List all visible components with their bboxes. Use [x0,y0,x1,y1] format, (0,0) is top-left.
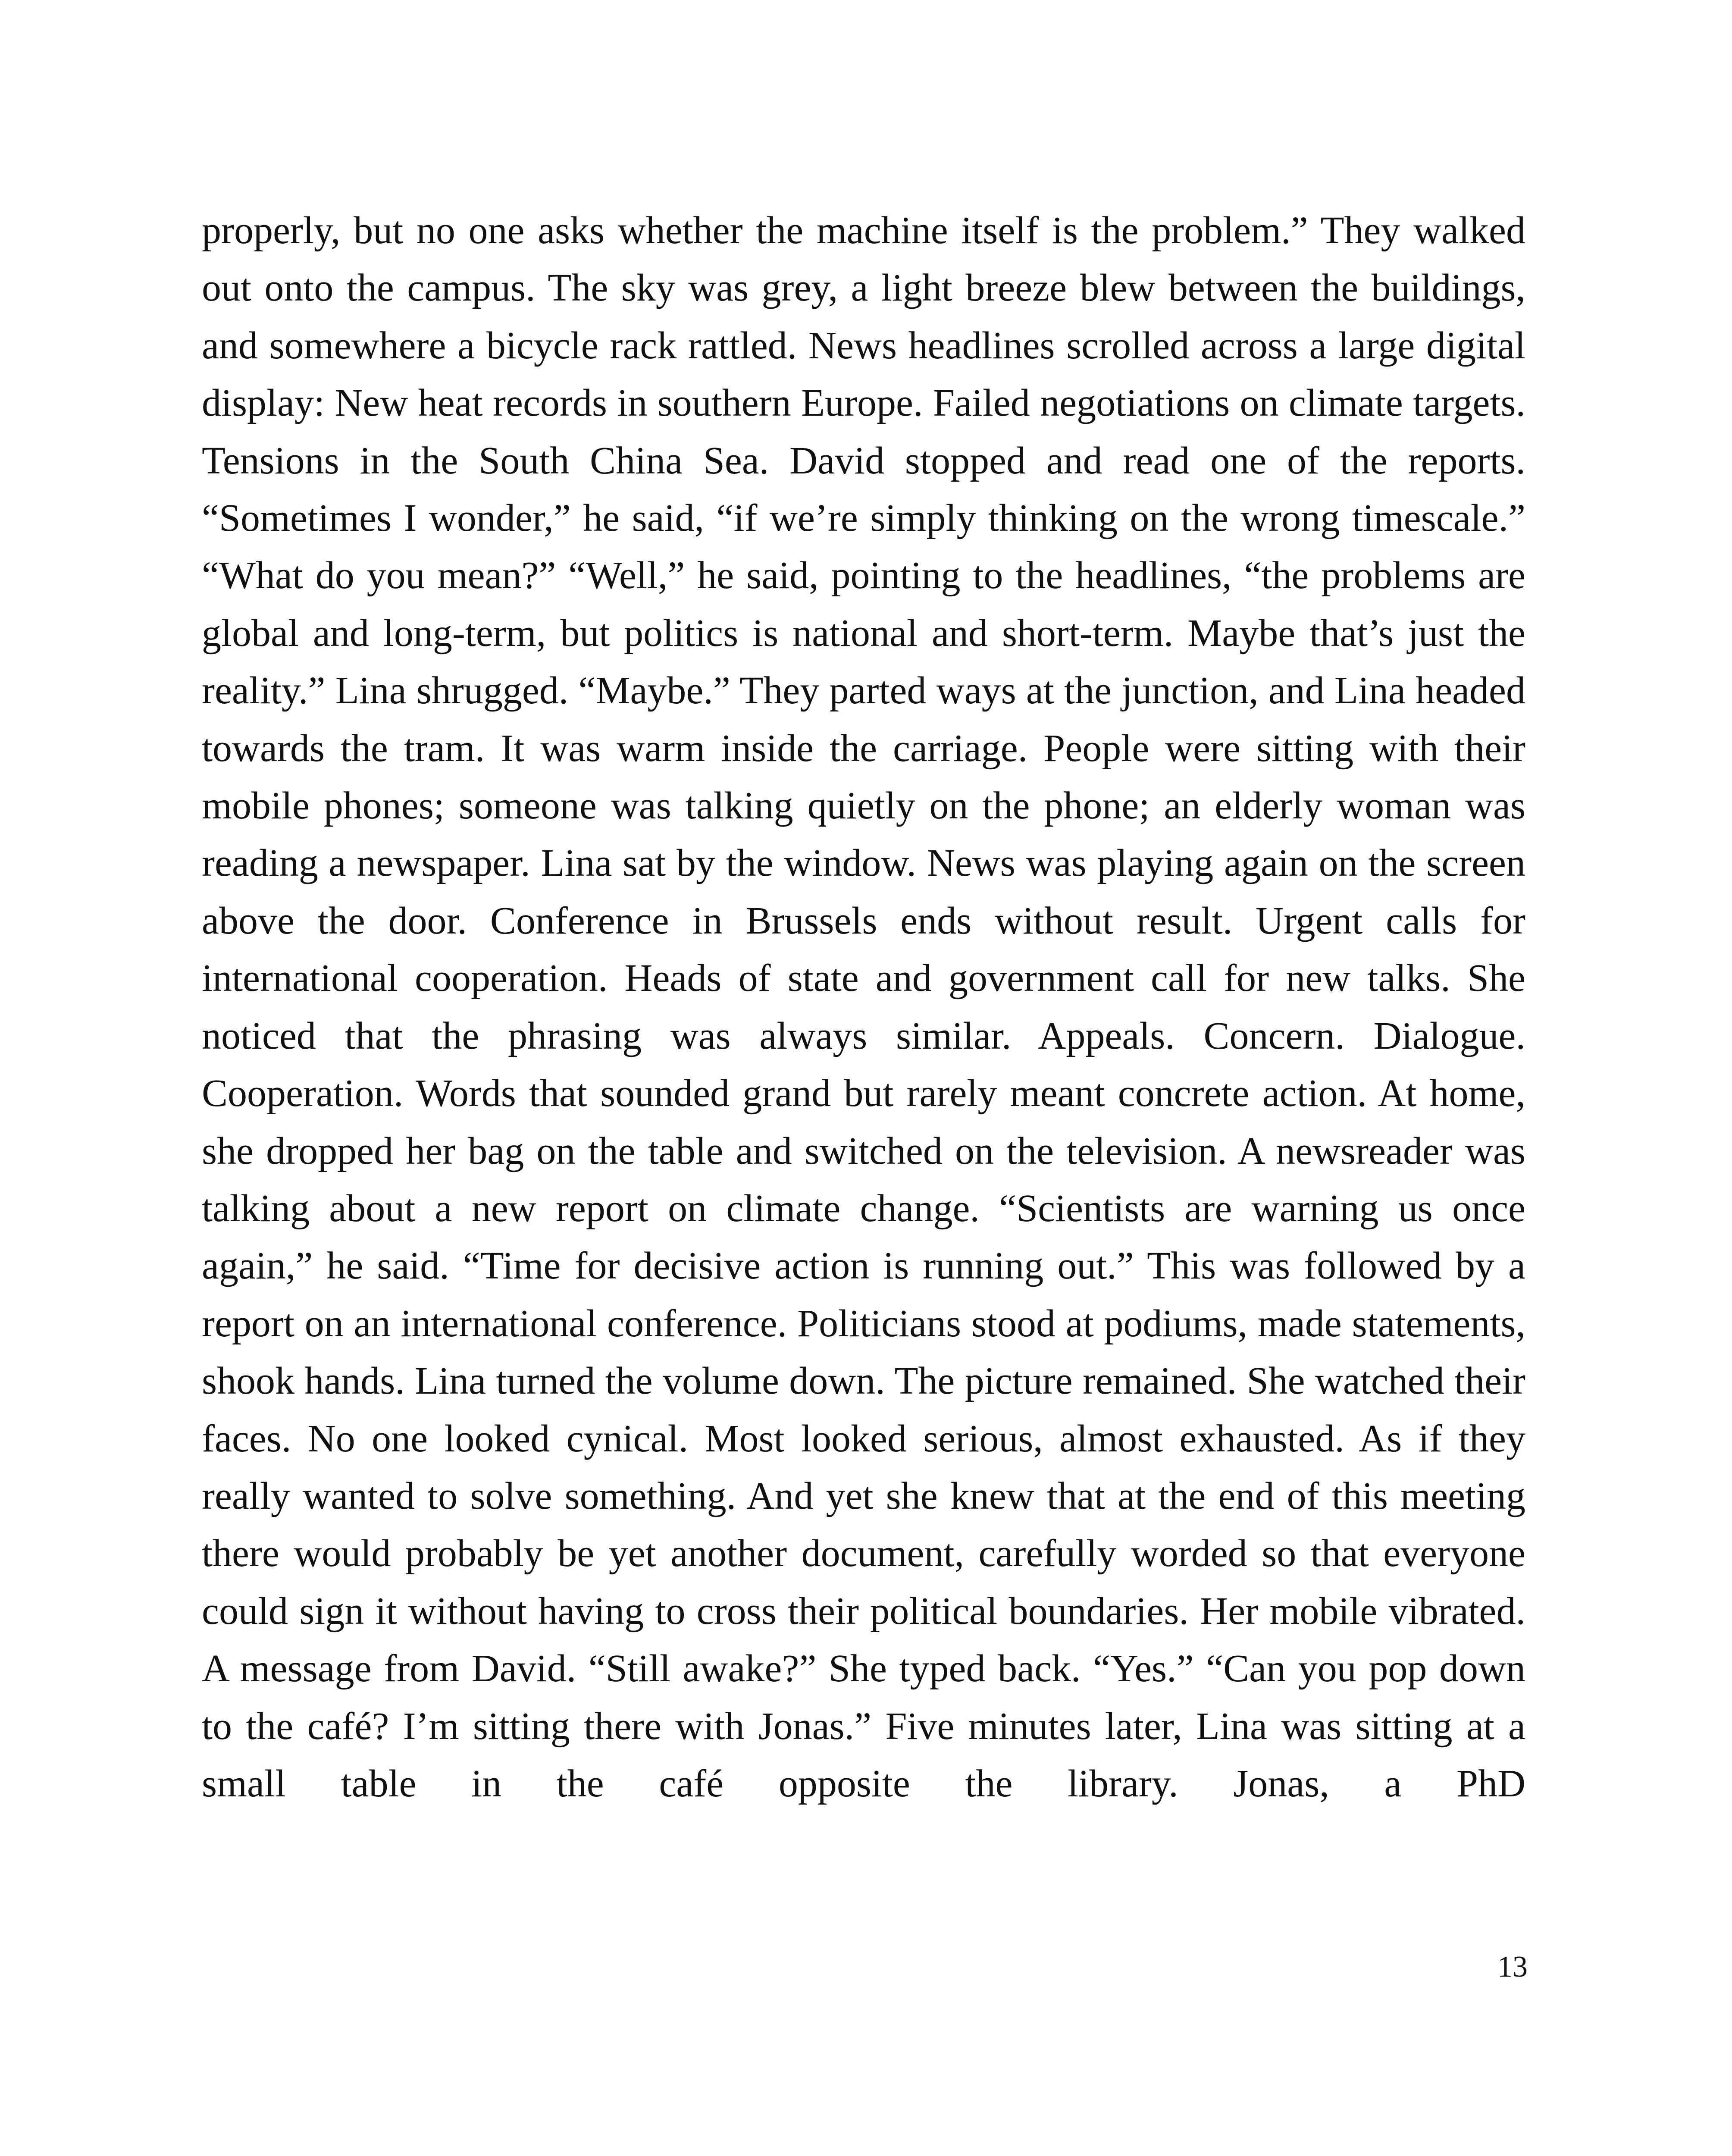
body-paragraph: properly, but no one asks whether the machine itself is the problem.” They walked out onto the campus. The sky was grey, a light breeze blew between the buildings, and somewhere a bicycle rack rattled. News headlines scrolled across a large digital display: New heat records in southern Europe. Failed negotiations on climate targets. Tensions in the South China Sea. David stopped and read one of the reports. “Sometimes I wonder,” he said, “if we’re simply thinking on the wrong timescale.” “What do you mean?” “Well,” he said, pointing to the headlines, “the problems are global and long-term, but politics is national and short-term. Maybe that’s just the reality.” Lina shrugged. “Maybe.” They parted ways at the junction, and Lina headed towards the tram. It was warm inside the carriage. People were sitting with their mobile phones; someone was talking quietly on the phone; an elderly woman was reading a newspaper. Lina sat by the window. News was playing again on the screen above the door. Conference in Brussels ends without result. Urgent calls for international cooperation. Heads of state and government call for new talks. She noticed that the phrasing was always similar. Appeals. Concern. Dialogue. Cooperation. Words that sounded grand but rarely meant concrete action. At home, she dropped her bag on the table and switched on the television. A newsreader was talking about a new report on climate change. “Scientists are warning us once again,” he said. “Time for decisive action is running out.” This was followed by a report on an international conference. Politicians stood at podiums, made statements, shook hands. Lina turned the volume down. The picture remained. She watched their faces. No one looked cynical. Most looked serious, almost exhausted. As if they really wanted to solve something. And yet she knew that at the end of this meeting there would probably be yet another document, carefully worded so that everyone could sign it without having to cross their political boundaries. Her mobile vibrated. A message from David. “Still awake?” She typed back. “Yes.” “Can you pop down to the café? I’m sitting there with Jonas.” Five minutes later, Lina was sitting at a small table in the café opposite the library. Jonas, a PhD [202,209,1525,1805]
page-number: 13 [1497,1950,1528,1984]
